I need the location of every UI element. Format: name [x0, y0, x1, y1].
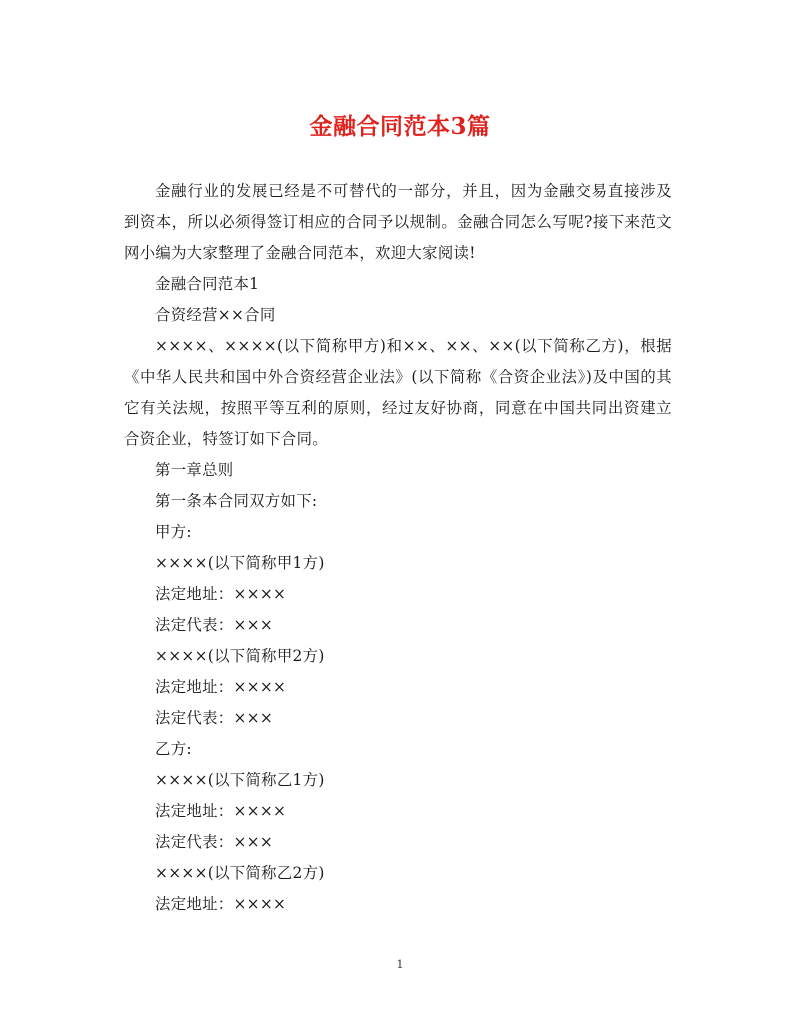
party-line: 法定地址：××××	[155, 802, 287, 820]
party-line: ××××(以下简称乙2方)	[155, 864, 325, 882]
party-line: ××××(以下简称甲2方)	[155, 647, 325, 665]
party-line: 法定代表：×××	[155, 709, 274, 727]
document-title: 金融合同范本3篇	[309, 113, 491, 140]
intro-paragraph: 金融行业的发展已经是不可替代的一部分，并且，因为金融交易直接涉及到资本，所以必须得签订相应的合同予以规制。金融合同怎么写呢?接下来范文网小编为大家整理了金融合同范本，欢迎大家阅读!	[124, 182, 672, 262]
party-line: ××××(以下简称甲1方)	[155, 554, 325, 572]
page-number: 1	[396, 958, 404, 971]
preamble-paragraph: ××××、××××(以下简称甲方)和××、××、××(以下简称乙方)，根据《中华人民共和国中外合资经营企业法》(以下简称《合资企业法》)及中国的其它有关法规，按照平等互利的原则，经过友好协商，同意在中国共同出资建立合资企业，特签订如下合同。	[124, 337, 672, 448]
chapter-heading: 第一章总则	[155, 461, 234, 479]
article-heading: 第一条本合同双方如下:	[155, 492, 318, 510]
party-line: 法定地址：××××	[155, 895, 287, 913]
party-line: 法定地址：××××	[155, 585, 287, 603]
party-line: ××××(以下简称乙1方)	[155, 771, 325, 789]
section-heading: 金融合同范本1	[155, 275, 260, 293]
party-line: 甲方:	[155, 523, 192, 541]
party-line: 法定代表：×××	[155, 833, 274, 851]
party-line: 法定地址：××××	[155, 678, 287, 696]
document-body	[124, 176, 672, 920]
party-line: 法定代表：×××	[155, 616, 274, 634]
contract-title: 合资经营××合同	[155, 306, 276, 324]
party-line: 乙方:	[155, 740, 192, 758]
